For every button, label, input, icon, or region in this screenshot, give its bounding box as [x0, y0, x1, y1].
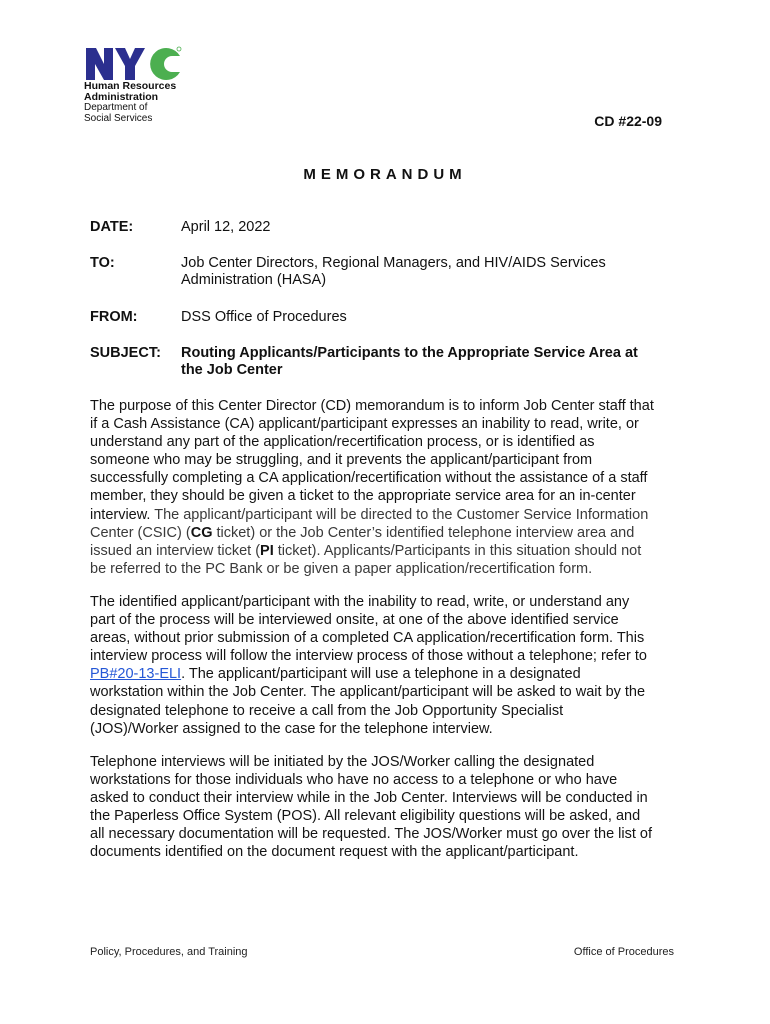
- subject-label: SUBJECT:: [90, 345, 161, 361]
- to-label: TO:: [90, 255, 115, 271]
- p2-line-2: part of the process will be interviewed onsite, at one of the above identified service: [90, 612, 619, 629]
- p1-line-8a: Center (CSIC) (: [90, 524, 191, 541]
- p1-line-4: someone who may be struggling, and it prevents the applicant/participant from: [90, 452, 593, 469]
- policy-bulletin-link[interactable]: PB#20-13-ELI: [90, 666, 182, 683]
- p3-line-1: Telephone interviews will be initiated by the JOS/Worker calling the designated: [90, 754, 595, 770]
- p1-line-5: successfully completing a CA application/recertification without the assistance of a staff: [90, 470, 648, 487]
- body-paragraph-1: [90, 397, 690, 578]
- p3-line-6: documents identified on the document request with the applicant/participant.: [90, 844, 579, 861]
- p1-line-10: be referred to the PC Bank or be given a paper application/recertification form.: [90, 560, 593, 577]
- pi-ticket-code: PI: [260, 542, 274, 559]
- subject-line2: the Job Center: [181, 362, 283, 378]
- cg-ticket-code: CG: [190, 524, 213, 541]
- agency-name-line2: Administration: [84, 91, 159, 103]
- subject-value: [181, 345, 681, 379]
- p1-line-7: interview.: [90, 506, 151, 523]
- p1-line-8b: ticket) or the Job Center’s identified telephone interview area and: [212, 524, 635, 541]
- p1-line-9b: ticket). Applicants/Participants in this situation should not: [273, 542, 642, 559]
- memo-number: CD #22-09: [594, 113, 662, 129]
- p2-line-6: workstation within the Job Center. The applicant/participant will be asked to wait by the: [90, 684, 646, 701]
- p3-line-3: asked to conduct their interview while in the Job Center. Interviews will be conducted in: [90, 790, 648, 807]
- memo-title: MEMORANDUM: [303, 166, 467, 183]
- date-label: DATE:: [90, 219, 134, 235]
- p1-line-2: if a Cash Assistance (CA) applicant/participant expresses an inability to read, write, or: [90, 416, 639, 433]
- p2-line-3: areas, without prior submission of a completed CA application/recertification form. This: [90, 630, 645, 647]
- p2-line-4: interview process will follow the interview process of those without a telephone; refer to: [90, 648, 647, 665]
- footer-left: Policy, Procedures, and Training: [90, 946, 248, 958]
- p1-line-3: understand any part of the application/recertification process, or is identified as: [90, 434, 595, 451]
- subject-line1: Routing Applicants/Participants to the Appropriate Service Area at: [181, 345, 638, 361]
- date-value: April 12, 2022: [181, 219, 271, 235]
- to-value-line2: Administration (HASA): [181, 272, 327, 288]
- body-paragraph-3: [90, 753, 690, 862]
- p1-line-1: The purpose of this Center Director (CD) memorandum is to inform Job Center staff that: [90, 398, 654, 414]
- p2-line-8: (JOS)/Worker assigned to the case for the telephone interview.: [90, 720, 493, 737]
- from-label: FROM:: [90, 309, 138, 325]
- nyc-wordmark-icon: [84, 44, 184, 82]
- p3-line-2: workstations for those individuals who have no access to a telephone or who have: [90, 772, 618, 789]
- footer-right: Office of Procedures: [573, 946, 674, 958]
- to-value: [181, 255, 681, 289]
- from-value: DSS Office of Procedures: [181, 309, 347, 325]
- department-line2: Social Services: [84, 112, 153, 124]
- body-paragraph-2: [90, 593, 690, 738]
- p1-line-7-cont: The applicant/participant will be directed to the Customer Service Information: [150, 506, 649, 523]
- p1-line-6: member, they should be given a ticket to the appropriate service area for an in-center: [90, 488, 636, 505]
- to-value-line1: Job Center Directors, Regional Managers, and HIV/AIDS Services: [181, 255, 606, 271]
- p3-line-4: the Paperless Office System (POS). All relevant eligibility questions will be asked, and: [90, 808, 641, 825]
- p3-line-5: all necessary documentation will be requested. The JOS/Worker must go over the list of: [90, 826, 653, 843]
- agency-name-line1: Human Resources: [84, 80, 177, 92]
- department-line1: Department of: [84, 102, 148, 113]
- p2-line-5: . The applicant/participant will use a telephone in a designated: [181, 666, 581, 683]
- p2-line-7: designated telephone to receive a call from the Job Opportunity Specialist: [90, 702, 564, 719]
- p2-line-1: The identified applicant/participant with the inability to read, write, or understand any: [90, 594, 630, 610]
- nyc-hra-logo: [84, 44, 194, 124]
- p1-line-9a: issued an interview ticket (: [90, 542, 261, 559]
